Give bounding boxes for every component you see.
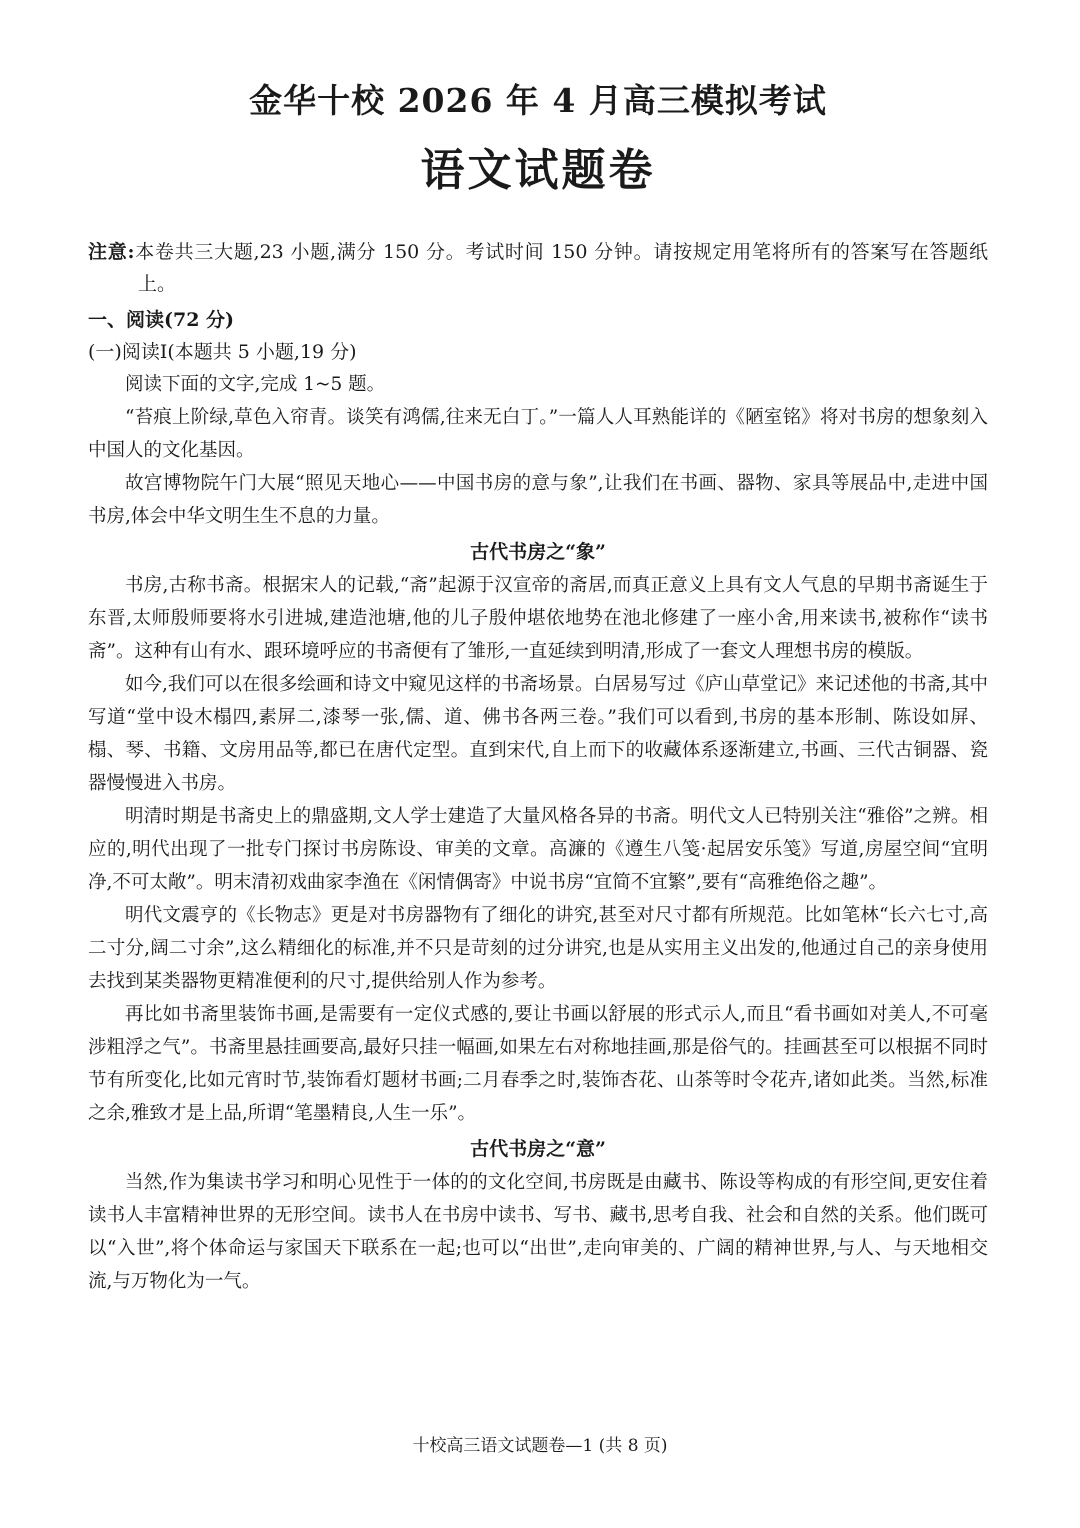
paper-title: 语文试题卷	[420, 145, 656, 196]
exam-page	[88, 78, 988, 1298]
exam-title: 金华十校 2026 年 4 月高三模拟考试	[249, 81, 827, 120]
passage-paragraph: 当然,作为集读书学习和明心见性于一体的的文化空间,书房既是由藏书、陈设等构成的有形空间,更安住着读书人丰富精神世界的无形空间。读书人在书房中读书、写书、藏书,思考自我、社会和自然的关系。他们既可以“入世”,将个体命运与家国天下联系在一起;也可以“出世”,走向审美的、广阔的精神世界,与人、与天地相交流,与万物化为一气。	[88, 1172, 988, 1292]
notice-label: 注意:	[88, 241, 135, 263]
notice-text: 本卷共三大题,23 小题,满分 150 分。考试时间 150 分钟。请按规定用笔将所有的答案写在答题纸上。	[134, 241, 988, 295]
passage-paragraph: 故宫博物院午门大展“照见天地心——中国书房的意与象”,让我们在书画、器物、家具等展品中,走进中国书房,体会中华文明生生不息的力量。	[88, 473, 988, 527]
passage-paragraph: “苔痕上阶绿,草色入帘青。谈笑有鸿儒,往来无白丁。”一篇人人耳熟能详的《陋室铭》将对书房的想象刻入中国人的文化基因。	[88, 407, 988, 461]
passage-paragraph: 书房,古称书斋。根据宋人的记载,“斋”起源于汉宣帝的斋居,而真正意义上具有文人气息的早期书斋诞生于东晋,太师殷师要将水引进城,建造池塘,他的儿子殷仲堪依地势在池北修建了一座小舍,用来读书,被称作“读书斋”。这种有山有水、跟环境呼应的书斋便有了雏形,一直延续到明清,形成了一套文人理想书房的模版。	[88, 575, 988, 662]
subsection-heading: (一)阅读Ⅰ(本题共 5 小题,19 分)	[88, 341, 357, 363]
passage-paragraph: 如今,我们可以在很多绘画和诗文中窥见这样的书斋场景。白居易写过《庐山草堂记》来记述他的书斋,其中写道“堂中设木榻四,素屏二,漆琴一张,儒、道、佛书各两三卷。”我们可以看到,书房的基本形制、陈设如屏、榻、琴、书籍、文房用品等,都已在唐代定型。直到宋代,自上而下的收藏体系逐渐建立,书画、三代古铜器、瓷器慢慢进入书房。	[88, 674, 988, 794]
section-heading: 一、阅读(72 分)	[88, 309, 235, 331]
page-footer: 十校高三语文试题卷—1 (共 8 页)	[412, 1436, 668, 1456]
part1-heading: 古代书房之“象”	[470, 541, 606, 563]
part2-heading: 古代书房之“意”	[470, 1138, 606, 1160]
instruction: 阅读下面的文字,完成 1~5 题。	[125, 374, 386, 395]
passage-paragraph: 明清时期是书斋史上的鼎盛期,文人学士建造了大量风格各异的书斋。明代文人已特别关注“雅俗”之辨。相应的,明代出现了一批专门探讨书房陈设、审美的文章。高濂的《遵生八笺·起居安乐笺》写道,房屋空间“宜明净,不可太敞”。明末清初戏曲家李渔在《闲情偶寄》中说书房“宜简不宜繁”,要有“高雅绝俗之趣”。	[88, 806, 988, 893]
passage-paragraph: 明代文震亨的《长物志》更是对书房器物有了细化的讲究,甚至对尺寸都有所规范。比如笔林“长六七寸,高二寸分,阔二寸余”,这么精细化的标准,并不只是苛刻的过分讲究,也是从实用主义出发的,他通过自己的亲身使用去找到某类器物更精准便利的尺寸,提供给别人作为参考。	[88, 905, 988, 992]
notice	[88, 236, 988, 300]
passage-paragraph: 再比如书斋里装饰书画,是需要有一定仪式感的,要让书画以舒展的形式示人,而且“看书画如对美人,不可毫涉粗浮之气”。书斋里悬挂画要高,最好只挂一幅画,如果左右对称地挂画,那是俗气的。挂画甚至可以根据不同时节有所变化,比如元宵时节,装饰看灯题材书画;二月春季之时,装饰杏花、山茶等时令花卉,诸如此类。当然,标准之余,雅致才是上品,所谓“笔墨精良,人生一乐”。	[88, 1004, 988, 1124]
